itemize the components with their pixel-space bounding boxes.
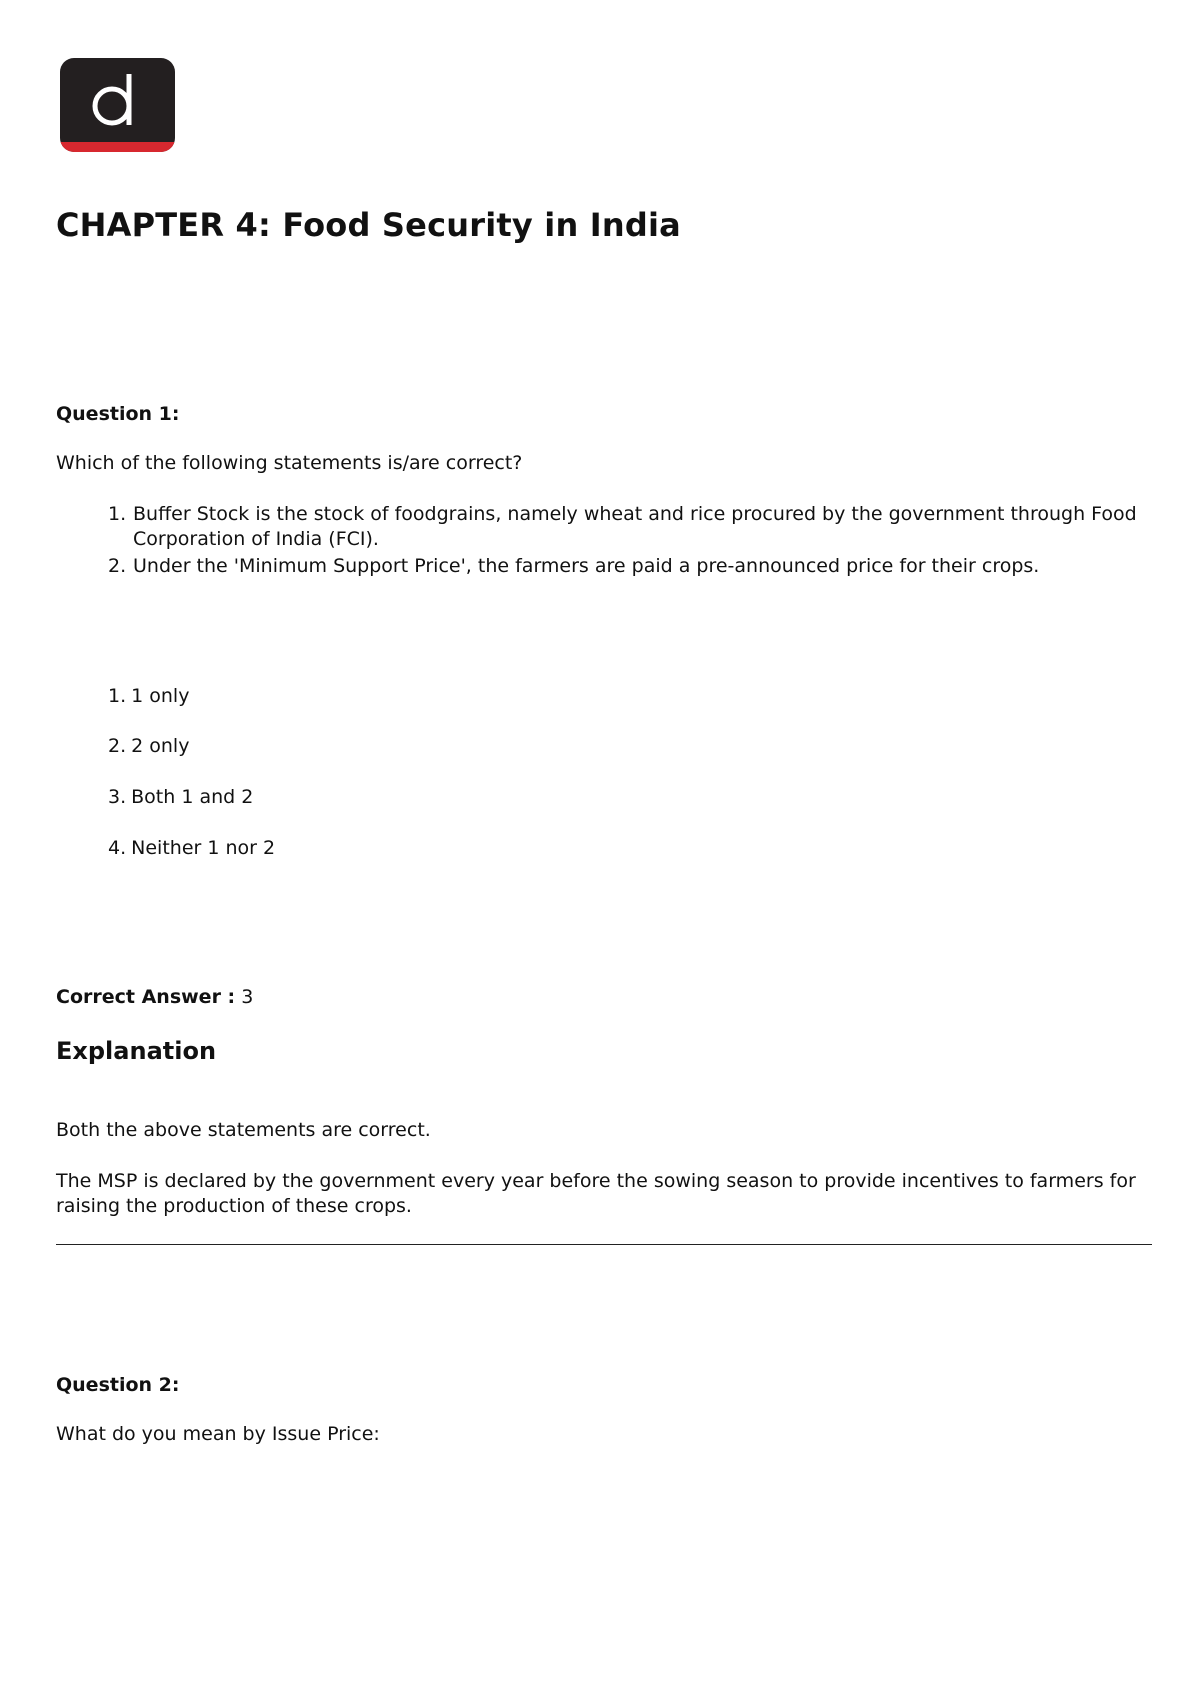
option-item bbox=[56, 836, 275, 861]
correct-answer-value: 3 bbox=[241, 986, 254, 1008]
option-item bbox=[56, 684, 189, 709]
question-1-label: Question 1: bbox=[56, 403, 180, 425]
correct-answer-label: Correct Answer : bbox=[56, 986, 236, 1008]
option-number: 2. bbox=[108, 735, 127, 757]
question-1-prompt: Which of the following statements is/are correct? bbox=[56, 452, 523, 474]
statement-number: 1. bbox=[108, 503, 127, 525]
explanation-paragraph: Both the above statements are correct. bbox=[56, 1119, 431, 1141]
statement-number: 2. bbox=[108, 555, 127, 577]
option-text: 2 only bbox=[131, 735, 190, 757]
statement-text: Under the 'Minimum Support Price', the farmers are paid a pre-announced price for their crops. bbox=[133, 555, 1040, 577]
question-2-prompt: What do you mean by Issue Price: bbox=[56, 1423, 380, 1445]
option-text: Neither 1 nor 2 bbox=[131, 837, 276, 859]
option-number: 4. bbox=[108, 837, 127, 859]
explanation-paragraph: The MSP is declared by the government every year before the sowing season to provide incentives to farmers for raising the production of these crops. bbox=[56, 1170, 1136, 1217]
option-text: 1 only bbox=[131, 685, 190, 707]
option-item bbox=[56, 785, 253, 810]
statement-item bbox=[56, 554, 1156, 579]
correct-answer bbox=[56, 986, 253, 1008]
option-number: 1. bbox=[108, 685, 127, 707]
statement-text: Buffer Stock is the stock of foodgrains, namely wheat and rice procured by the government through Food Corporation of India (FCI). bbox=[133, 503, 1137, 550]
explanation-heading: Explanation bbox=[56, 1037, 217, 1065]
option-number: 3. bbox=[108, 786, 127, 808]
option-item bbox=[56, 734, 189, 759]
statement-item bbox=[56, 502, 1156, 552]
question-2-label: Question 2: bbox=[56, 1374, 180, 1396]
section-divider bbox=[56, 1244, 1152, 1245]
chapter-title: CHAPTER 4: Food Security in India bbox=[56, 206, 681, 244]
d-logo-icon bbox=[60, 58, 175, 152]
question-1-statements bbox=[56, 502, 1156, 581]
option-text: Both 1 and 2 bbox=[131, 786, 254, 808]
